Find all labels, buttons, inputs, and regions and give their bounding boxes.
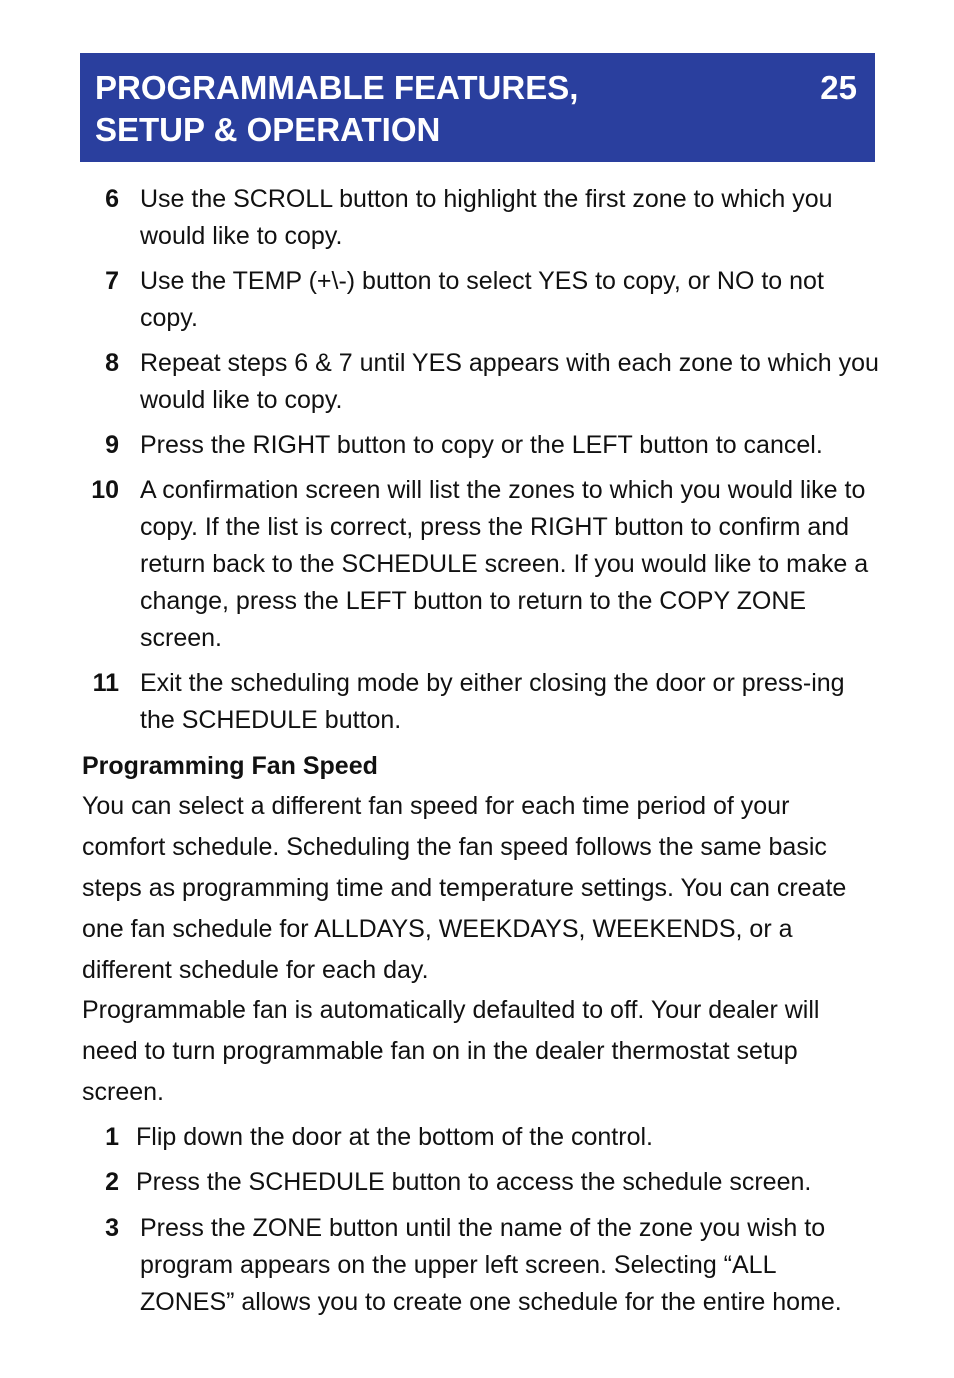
step-text: Repeat steps 6 & 7 until YES appears with each zone to which you would like to copy. xyxy=(140,349,879,414)
step-text: A confirmation screen will list the zones to which you would like to copy. If the list is correct, press the RIGHT button to confirm and return back to the SCHEDULE screen. If you would like to make a change, press the LEFT button to return to the COPY ZONE screen. xyxy=(140,476,869,652)
page-number: 25 xyxy=(820,69,857,106)
step-number: 6 xyxy=(105,185,119,213)
paragraph: Programmable fan is automatically defaulted to off. Your dealer will need to turn programmable fan on in the dealer thermostat setup screen. xyxy=(82,996,820,1106)
step-text: Press the RIGHT button to copy or the LEFT button to cancel. xyxy=(140,431,823,459)
step-text: Flip down the door at the bottom of the control. xyxy=(136,1123,653,1151)
step-number: 9 xyxy=(105,431,119,459)
page-header xyxy=(80,53,875,162)
section-heading: Programming Fan Speed xyxy=(82,752,378,780)
page-title: PROGRAMMABLE FEATURES, SETUP & OPERATION xyxy=(95,69,579,148)
step-text: Use the SCROLL button to highlight the first zone to which you would like to copy. xyxy=(140,185,833,250)
step-number: 11 xyxy=(92,669,119,697)
paragraph: You can select a different fan speed for each time period of your comfort schedule. Scheduling the fan speed follows the same basic steps as programming time and temperature settings. You can create one fan schedule for ALLDAYS, WEEKDAYS, WEEKENDS, or a different schedule for each day. xyxy=(82,792,847,984)
step-number: 10 xyxy=(91,476,119,504)
step-number: 3 xyxy=(105,1214,119,1242)
step-text: Exit the scheduling mode by either closing the door or press-ing the SCHEDULE button. xyxy=(140,669,845,734)
step-number: 7 xyxy=(105,267,119,295)
step-number: 8 xyxy=(105,349,119,377)
step-number: 2 xyxy=(105,1168,119,1196)
step-text: Press the ZONE button until the name of the zone you wish to program appears on the upper left screen. Selecting “ALL ZONES” allows you to create one schedule for the entire home. xyxy=(140,1214,842,1316)
step-text: Use the TEMP (+\-) button to select YES to copy, or NO to not copy. xyxy=(140,267,824,332)
step-text: Press the SCHEDULE button to access the schedule screen. xyxy=(136,1168,812,1196)
step-number: 1 xyxy=(105,1123,119,1151)
